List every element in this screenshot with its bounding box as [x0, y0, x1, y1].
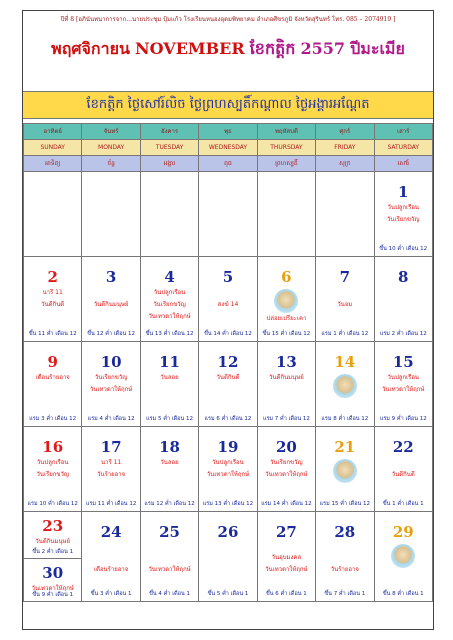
day-event: วันดีกินดี [41, 301, 65, 308]
day-cell[interactable] [82, 512, 140, 602]
empty-day-cell [82, 172, 140, 257]
day-cell[interactable] [374, 427, 432, 512]
day-cell[interactable] [24, 516, 81, 558]
lunar-date: แรม 6 ค่ำ เดือน 12 [204, 416, 252, 422]
day-event: วันอุบมงคล [271, 554, 302, 561]
day-number: 29 [392, 523, 414, 541]
day-event: วันเทวดาให้ฤกษ์ [265, 566, 308, 573]
day-number: 18 [159, 438, 180, 456]
day-cell[interactable] [316, 512, 374, 602]
weekday-thai: อังคาร [140, 124, 198, 140]
day-cell[interactable] [257, 257, 315, 342]
day-event: ปล่อยเปรียะเคา [266, 315, 307, 322]
lunar-date: ขึ้น 7 ค่ำ เดือน 1 [324, 591, 366, 597]
day-event: วันลอย [160, 459, 179, 466]
lunar-date: ขึ้น 10 ค่ำ เดือน 12 [379, 246, 428, 252]
day-cell[interactable] [82, 342, 140, 427]
empty-day-cell [316, 172, 374, 257]
day-number: 20 [275, 438, 297, 456]
day-cell[interactable] [199, 257, 257, 342]
weekday-thai: จันทร์ [82, 124, 140, 140]
day-cell[interactable] [257, 427, 315, 512]
day-number: 23 [42, 517, 64, 535]
weekday-english: SATURDAY [374, 140, 432, 156]
day-number: 19 [217, 438, 239, 456]
lunar-date: ขึ้น 2 ค่ำ เดือน 1 [32, 549, 74, 555]
day-cell[interactable] [316, 427, 374, 512]
weekday-row-english [24, 140, 433, 156]
lunar-date: ขึ้น 3 ค่ำ เดือน 1 [90, 591, 132, 597]
weekday-english: WEDNESDAY [199, 140, 257, 156]
weekday-khmer: ព្រហស្បតិ៍ [257, 156, 315, 172]
weekday-khmer: សៅរ៍ [374, 156, 432, 172]
khmer-subtitle-bar: ខែកត្តិក ថ្ងៃសៅរ៍លិច ថ្ងៃព្រហស្បតិ៍កណ្ដាល ថ្ងៃអង្គារអណ្ដែត [23, 91, 433, 119]
lunar-date: แรม 7 ค่ำ เดือน 12 [262, 416, 310, 422]
title-english-month: NOVEMBER [135, 39, 245, 58]
weekday-thai: พุธ [199, 124, 257, 140]
day-event: วันดีกินมนุษย์ [35, 538, 71, 545]
day-number: 16 [42, 438, 64, 456]
day-cell[interactable] [24, 427, 82, 512]
day-cell[interactable] [140, 512, 198, 602]
day-event: วันเรียกขวัญ [94, 374, 128, 381]
weekday-khmer: អាទិត្យ [24, 156, 82, 172]
weekday-english: THURSDAY [257, 140, 315, 156]
day-cell[interactable] [82, 427, 140, 512]
lunar-date: แรม 14 ค่ำ เดือน 12 [261, 501, 312, 507]
day-cell[interactable] [374, 257, 432, 342]
lunar-date: ขึ้น 8 ค่ำ เดือน 1 [382, 591, 424, 597]
day-number: 21 [334, 438, 356, 456]
day-cell[interactable] [24, 257, 82, 342]
lunar-date: แรม 12 ค่ำ เดือน 12 [144, 501, 195, 507]
weekday-row-thai [24, 124, 433, 140]
day-number: 28 [334, 523, 356, 541]
day-number: 27 [275, 523, 297, 541]
day-cell[interactable] [140, 427, 198, 512]
lunar-date: ขึ้น 11 ค่ำ เดือน 12 [28, 331, 77, 337]
day-event: วันเรียกขวัญ [153, 301, 186, 308]
empty-day-cell [257, 172, 315, 257]
day-number: 7 [339, 268, 351, 286]
day-cell[interactable] [82, 257, 140, 342]
title-year: 2557 [300, 39, 346, 58]
weekday-thai: อาทิตย์ [24, 124, 82, 140]
day-event: วันดีกินดี [391, 471, 415, 478]
weekday-english: SUNDAY [24, 140, 82, 156]
weekday-khmer: សុក្រ [316, 156, 374, 172]
day-event: นารี 11 [42, 289, 63, 296]
lunar-date: ขึ้น 6 ค่ำ เดือน 1 [266, 591, 307, 597]
lunar-date: ขึ้น 12 ค่ำ เดือน 12 [87, 331, 136, 337]
lunar-date: ขึ้น 9 ค่ำ เดือน 1 [32, 592, 74, 598]
day-number: 24 [100, 523, 122, 541]
day-event: วันเทวดาให้ฤกษ์ [148, 313, 191, 320]
lunar-date: แรม 3 ค่ำ เดือน 12 [29, 416, 77, 422]
day-event: วันเทวดาให้ฤกษ์ [31, 585, 74, 592]
split-day-cell [24, 512, 82, 602]
title-zodiac-year: ปีมะเมีย [350, 39, 405, 58]
day-event: วันดีกินดี [216, 374, 240, 381]
day-event: สงฆ์ 14 [217, 301, 239, 308]
buddha-face-icon [333, 459, 357, 483]
empty-day-cell [24, 172, 82, 257]
day-event: นารี 11 [101, 459, 122, 466]
day-cell[interactable] [316, 342, 374, 427]
day-cell[interactable] [374, 512, 432, 602]
weekday-thai: ศุกร์ [316, 124, 374, 140]
day-number: 13 [275, 353, 297, 371]
week-row [24, 172, 433, 257]
day-number: 6 [281, 268, 292, 286]
day-event: วันลอย [160, 374, 179, 381]
day-cell[interactable] [24, 558, 81, 601]
calendar-title [23, 31, 433, 67]
lunar-date: ขึ้น 13 ค่ำ เดือน 12 [145, 331, 194, 337]
day-number: 9 [47, 353, 58, 371]
title-thai-month: พฤศจิกายน [51, 39, 130, 58]
calendar-grid [23, 123, 433, 602]
day-number: 30 [42, 564, 64, 582]
day-event: วันเทวดาให้ฤกษ์ [206, 471, 250, 478]
weekday-khmer: ច័ន្ទ [82, 156, 140, 172]
lunar-date: ขึ้น 14 ค่ำ เดือน 12 [204, 331, 252, 337]
day-number: 17 [100, 438, 122, 456]
day-cell[interactable] [374, 342, 432, 427]
lunar-date: ขึ้น 1 ค่ำ เดือน 1 [382, 501, 424, 507]
weekday-khmer: ពុធ [199, 156, 257, 172]
lunar-date: แรม 1 ค่ำ เดือน 12 [321, 331, 369, 337]
empty-day-cell [140, 172, 198, 257]
week-row [24, 427, 433, 512]
lunar-date: แรม 13 ค่ำ เดือน 12 [202, 501, 254, 507]
weekday-english: FRIDAY [316, 140, 374, 156]
day-cell[interactable] [140, 257, 198, 342]
day-event: วันเทวดาให้ฤกษ์ [90, 386, 133, 393]
day-event: วันปลูกเรือน [36, 459, 69, 466]
lunar-date: แรม 8 ค่ำ เดือน 12 [321, 416, 369, 422]
lunar-date: แรม 11 ค่ำ เดือน 12 [85, 501, 137, 507]
lunar-date: แรม 2 ค่ำ เดือน 12 [379, 331, 427, 337]
day-number: 15 [392, 353, 414, 371]
lunar-date: แรม 10 ค่ำ เดือน 12 [27, 501, 78, 507]
day-number: 4 [164, 268, 175, 286]
lunar-date: ขึ้น 15 ค่ำ เดือน 12 [262, 331, 311, 337]
calendar-frame [22, 10, 434, 630]
lunar-date: แรม 9 ค่ำ เดือน 12 [379, 416, 427, 422]
day-event: วันดีกินมนุษย์ [93, 301, 129, 308]
day-cell[interactable] [374, 172, 432, 257]
day-event: วันเรียกขวัญ [387, 216, 420, 223]
day-event: เดือนร้ายอาจ [94, 566, 129, 573]
weekday-english: MONDAY [82, 140, 140, 156]
lunar-date: ขึ้น 4 ค่ำ เดือน 1 [149, 591, 190, 597]
day-cell[interactable] [199, 512, 257, 602]
buddha-face-icon [333, 374, 357, 398]
day-event: วันเรียกขวัญ [36, 471, 69, 478]
day-cell[interactable] [140, 342, 198, 427]
buddha-face-icon [274, 289, 298, 313]
weekday-row-khmer [24, 156, 433, 172]
day-event: วันเรียกขวัญ [270, 459, 303, 466]
day-event: วันร้ายอาจ [97, 471, 126, 478]
day-number: 11 [159, 353, 180, 371]
weekday-thai: เสาร์ [374, 124, 432, 140]
lunar-date: แรม 5 ค่ำ เดือน 12 [146, 416, 193, 422]
day-cell[interactable] [199, 427, 257, 512]
day-event: วันจม [337, 301, 353, 308]
buddha-face-icon [391, 544, 415, 568]
weekday-thai: พฤหัสบดี [257, 124, 315, 140]
day-number: 1 [398, 183, 409, 201]
day-number: 12 [217, 353, 239, 371]
day-event: วันปลูกเรือน [387, 374, 420, 381]
day-cell[interactable] [257, 342, 315, 427]
day-number: 2 [47, 268, 58, 286]
day-cell[interactable] [257, 512, 315, 602]
day-event: เดือนร้ายอาจ [35, 374, 70, 381]
title-khmer-month: ខែកត្តិក [249, 39, 296, 58]
weekday-khmer: អង្គារ [140, 156, 198, 172]
day-event: วันปลูกเรือน [387, 204, 420, 211]
day-event: วันร้ายอาจ [330, 566, 359, 573]
day-cell[interactable] [316, 257, 374, 342]
day-event: วันปลูกเรือน [153, 289, 186, 296]
day-event: วันเทวดาให้ฤกษ์ [148, 566, 191, 573]
day-event: วันดีกินมนุษย์ [269, 374, 304, 381]
day-event: วันเทวดาให้ฤกษ์ [382, 386, 425, 393]
day-number: 5 [222, 268, 234, 286]
day-number: 8 [398, 268, 409, 286]
day-number: 3 [105, 268, 117, 286]
day-number: 26 [217, 523, 239, 541]
weekday-english: TUESDAY [140, 140, 198, 156]
lunar-date: แรม 15 ค่ำ เดือน 12 [319, 501, 371, 507]
day-number: 10 [100, 353, 122, 371]
lunar-date: ขึ้น 5 ค่ำ เดือน 1 [207, 591, 249, 597]
day-cell[interactable] [24, 342, 82, 427]
day-event: วันปลูกเรือน [212, 459, 244, 466]
week-row [24, 257, 433, 342]
week-row [24, 512, 433, 602]
week-row [24, 342, 433, 427]
day-event: วันเทวดาให้ฤกษ์ [265, 471, 308, 478]
top-note: ปีที่ 8 [อภินันทนาการจาก...นายประชุม ปุ้มแก้ว โรงเรียนหนองอุดมพิทยาคม อำเภอศีขรภูมิ จังหวัดสุรินทร์ โทร. 085 – 2074919 ] [60, 16, 396, 23]
day-number: 25 [159, 523, 180, 541]
day-number: 14 [334, 353, 356, 371]
day-cell[interactable] [199, 342, 257, 427]
lunar-date: แรม 4 ค่ำ เดือน 12 [87, 416, 135, 422]
empty-day-cell [199, 172, 257, 257]
day-number: 22 [392, 438, 414, 456]
